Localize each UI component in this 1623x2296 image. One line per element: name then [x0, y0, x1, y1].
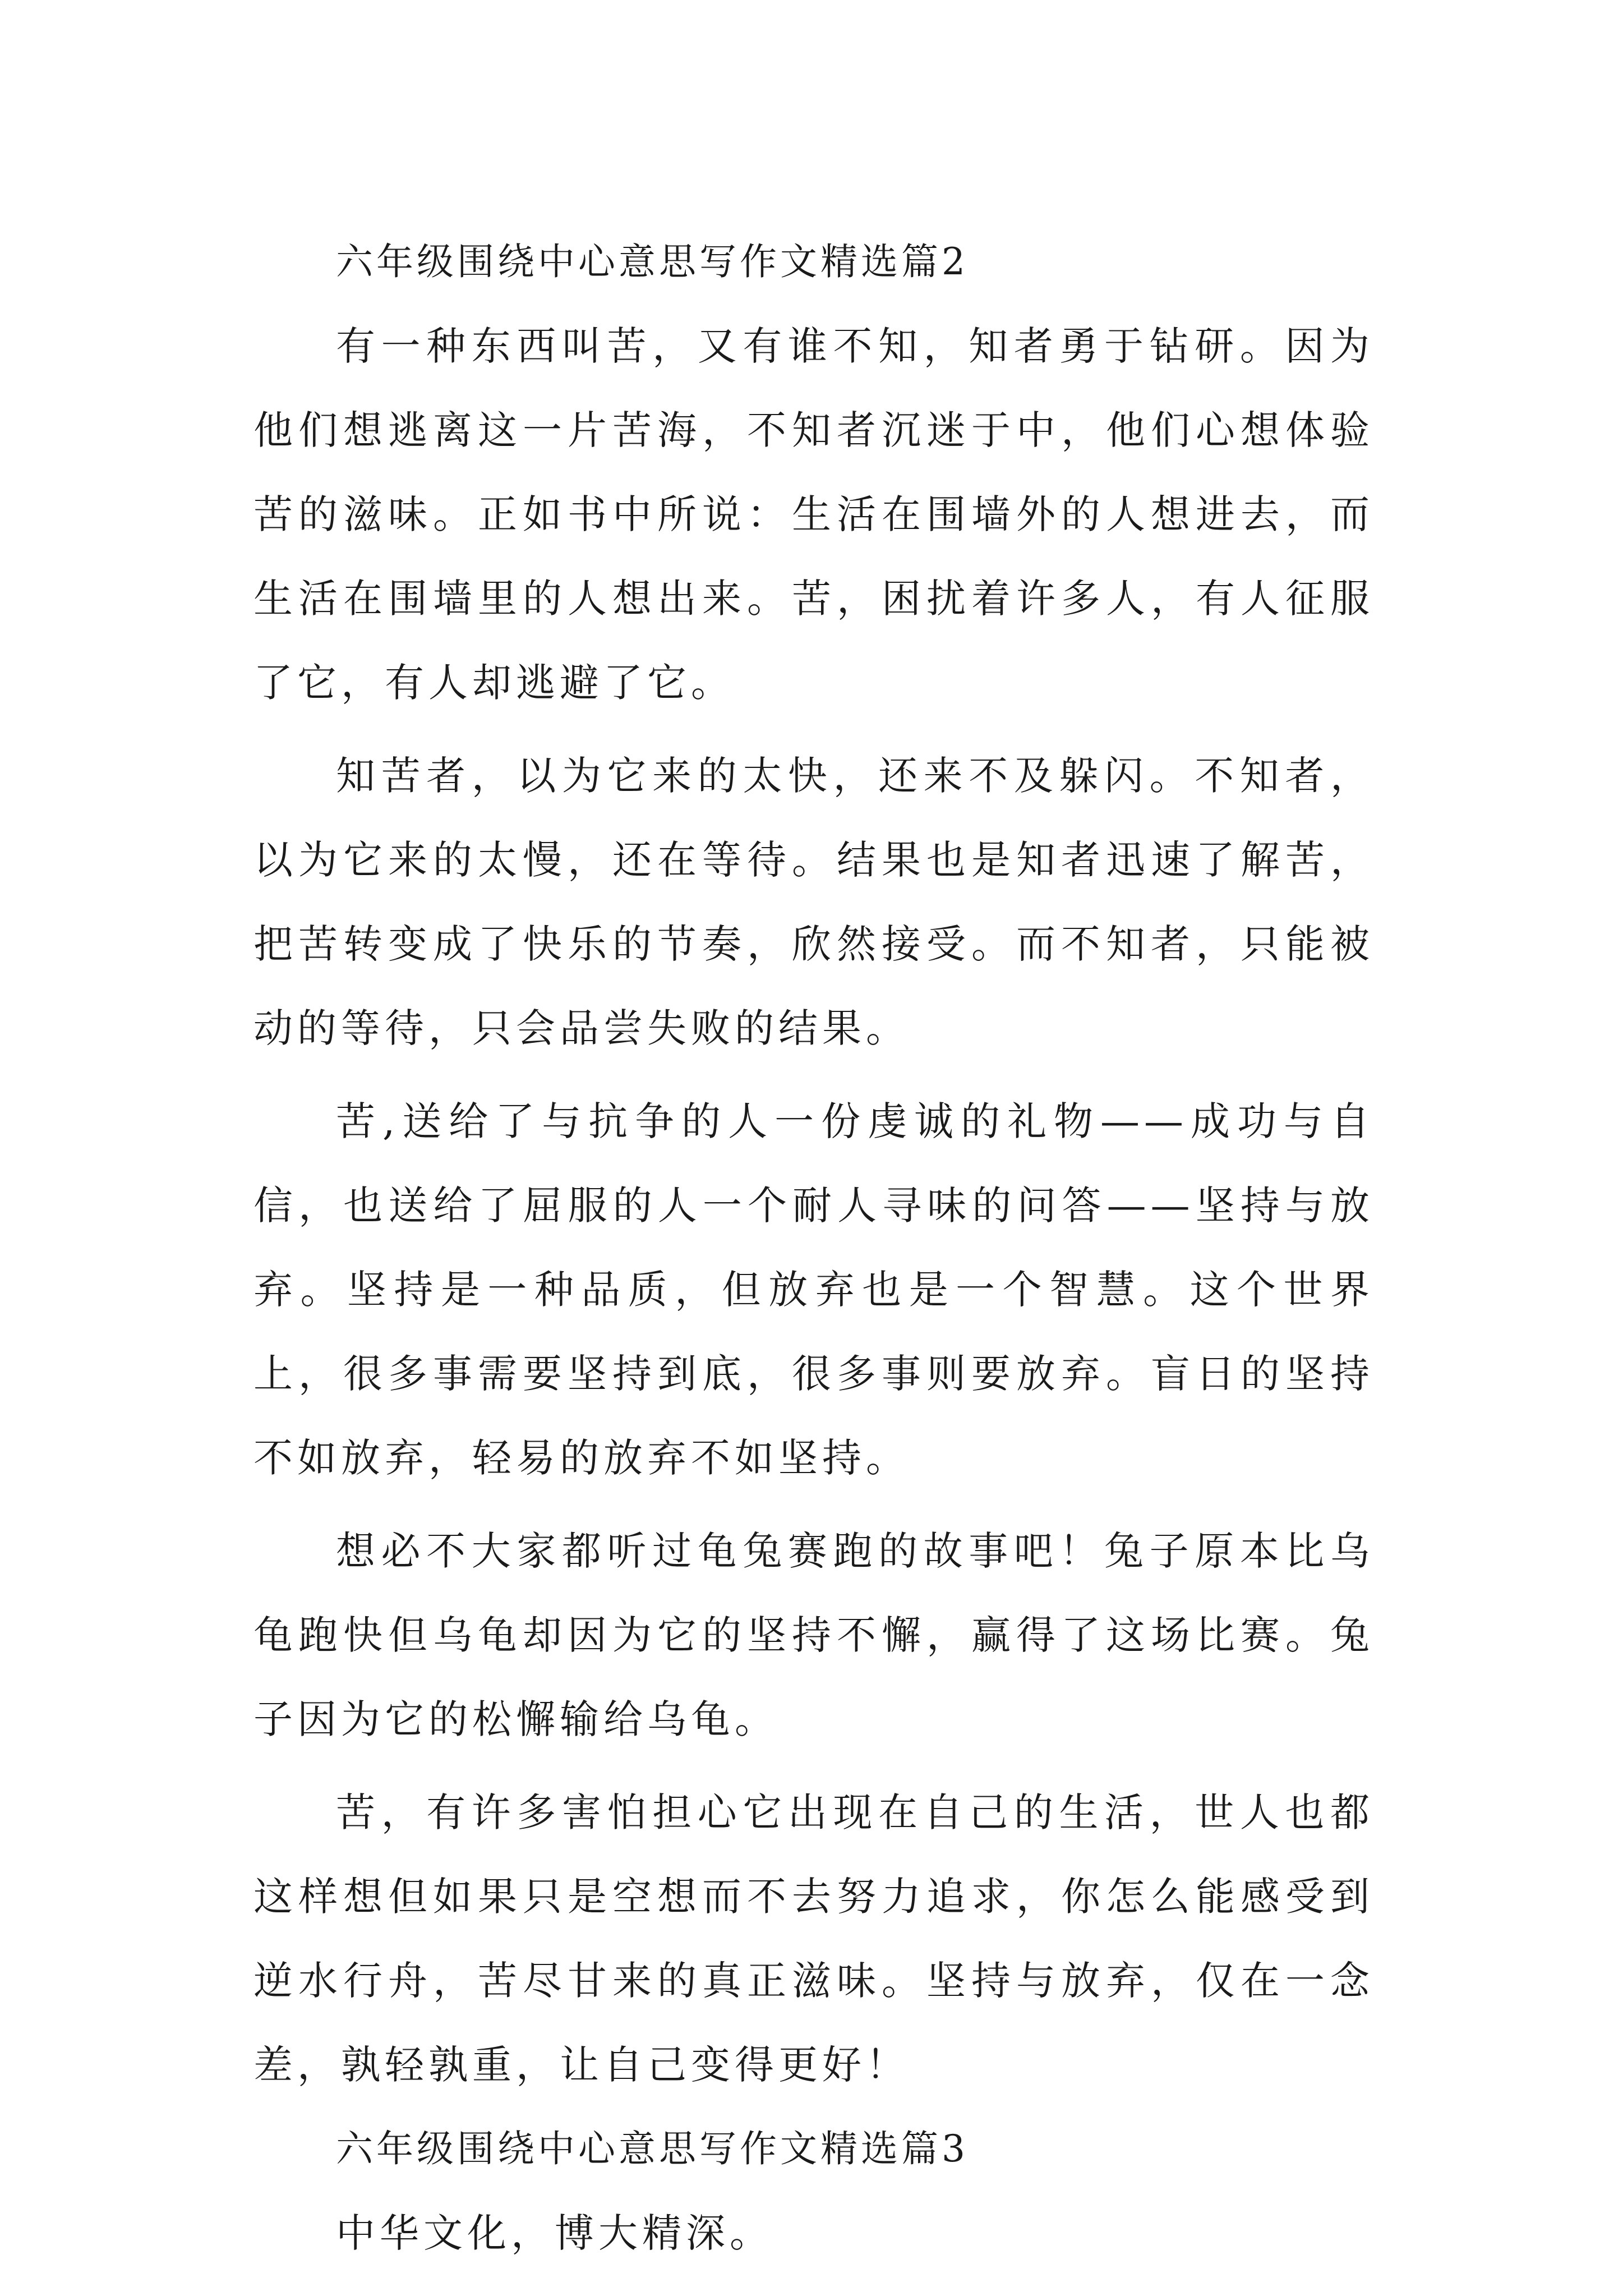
- document-body: [253, 220, 1374, 2275]
- paragraph: 中华文化，博大精深。: [336, 2210, 773, 2256]
- section-heading: 六年级围绕中心意思写作文精选篇2: [336, 240, 969, 283]
- paragraph: 苦,送给了与抗争的人一份虔诚的礼物——成功与自信，也送给了屈服的人一个耐人寻味的问答——坚持与放弃。坚持是一种品质，但放弃也是一个智慧。这个世界上，很多事需要坚持到底，很多事则要放弃。盲日的坚持不如放弃，轻易的放弃不如坚持。: [253, 1098, 1374, 1481]
- paragraph: 苦，有许多害怕担心它出现在自己的生活，世人也都这样想但如果只是空想而不去努力追求，你怎么能感受到逆水行舟，苦尽甘来的真正滋味。坚持与放弃，仅在一念差，孰轻孰重，让自己变得更好！: [253, 1789, 1374, 2088]
- paragraph: 有一种东西叫苦，又有谁不知，知者勇于钻研。因为他们想逃离这一片苦海，不知者沉迷于中，他们心想体验苦的滋味。正如书中所说：生活在围墙外的人想进去，而生活在围墙里的人想出来。苦，困扰着许多人，有人征服了它，有人却逃避了它。: [253, 323, 1374, 706]
- paragraph: 知苦者，以为它来的太快，还来不及躲闪。不知者，以为它来的太慢，还在等待。结果也是知者迅速了解苦，把苦转变成了快乐的节奏，欣然接受。而不知者，只能被动的等待，只会品尝失败的结果。: [253, 753, 1374, 1051]
- section-heading: 六年级围绕中心意思写作文精选篇3: [336, 2127, 969, 2170]
- paragraph: 想必不大家都听过龟兔赛跑的故事吧！兔子原本比乌龟跑快但乌龟却因为它的坚持不懈，赢得了这场比赛。兔子因为它的松懈输给乌龟。: [253, 1528, 1374, 1742]
